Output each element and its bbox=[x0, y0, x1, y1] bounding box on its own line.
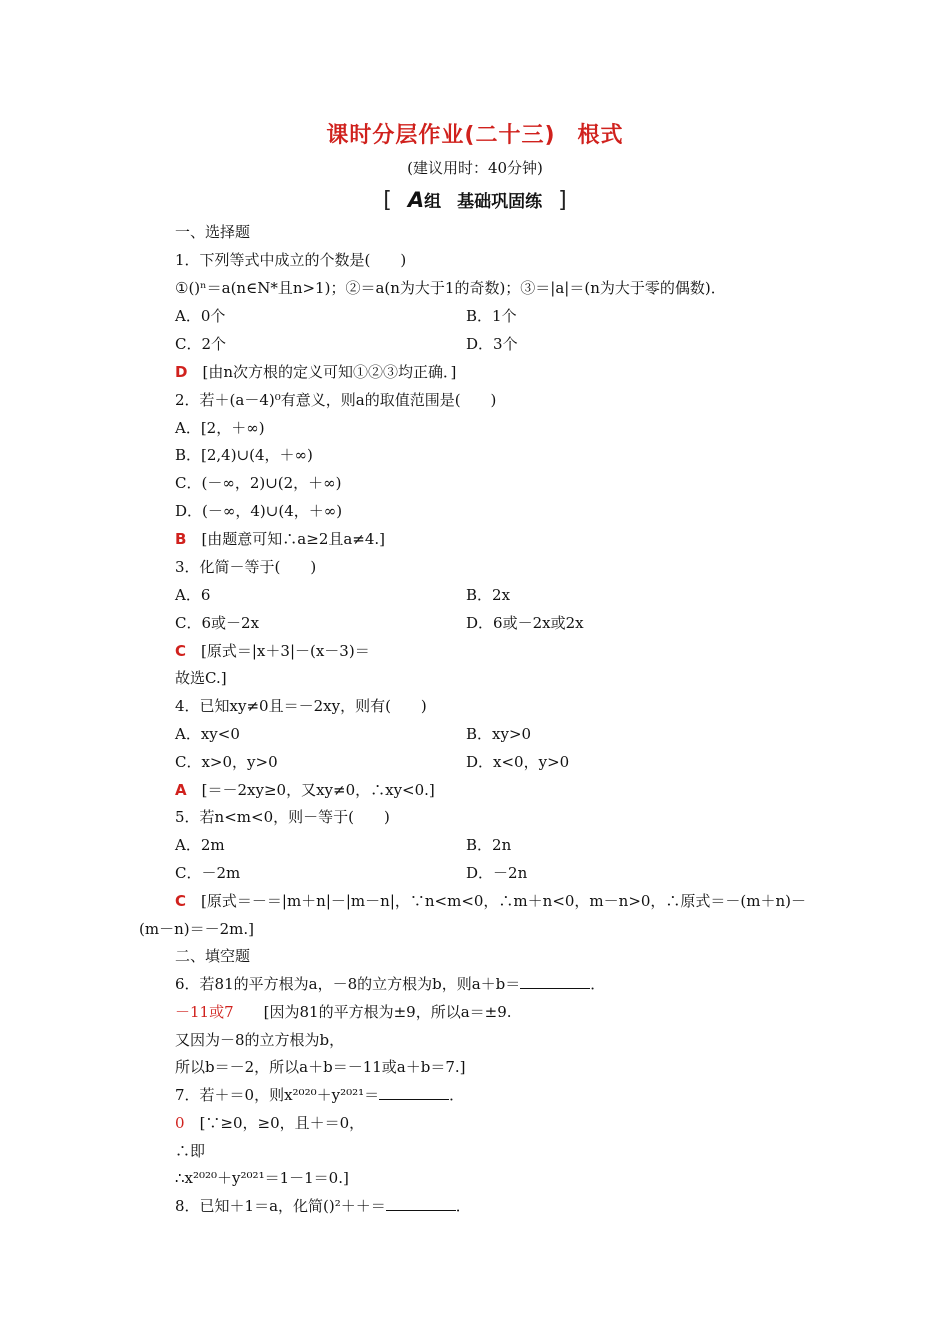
explanation: [因为81的平方根为±9，所以a＝±9. bbox=[263, 1003, 512, 1021]
option-b: B．1个 bbox=[466, 307, 517, 325]
time-suggestion: (建议用时：40分钟) bbox=[407, 159, 543, 177]
option-d: D．(－∞，4)∪(4，＋∞) bbox=[175, 502, 343, 520]
option-b: B．[2,4)∪(4，＋∞) bbox=[175, 446, 313, 464]
answer-blank bbox=[379, 1085, 449, 1100]
question-1-stem: ①()ⁿ＝a(n∈N*且n>1)；②＝a(n为大于1的奇数)；③＝|a|＝(n为大于零的偶数)． bbox=[175, 279, 726, 297]
option-d: D．3个 bbox=[466, 335, 518, 353]
group-heading: [ A组 基础巩固练 ] bbox=[383, 188, 567, 213]
option-c: C．x>0，y>0 bbox=[175, 753, 278, 771]
option-c: C．(－∞，2)∪(2，＋∞) bbox=[175, 474, 342, 492]
explanation-continued: ∴x²⁰²⁰＋y²⁰²¹＝1－1＝0.] bbox=[175, 1169, 349, 1187]
answer-blank bbox=[386, 1196, 456, 1211]
question-7: 7．若＋＝0，则x²⁰²⁰＋y²⁰²¹＝ ． bbox=[175, 1086, 465, 1104]
group-letter: A bbox=[407, 188, 425, 212]
answer-key: C bbox=[175, 892, 187, 910]
option-d: D．－2n bbox=[466, 864, 528, 882]
explanation-continued: 故选C.] bbox=[175, 669, 227, 687]
option-c: C．2个 bbox=[175, 335, 227, 353]
explanation: [∵≥0，≥0，且＋＝0， bbox=[199, 1114, 365, 1132]
option-d: D．x<0，y>0 bbox=[466, 753, 570, 771]
section-heading: 二、填空题 bbox=[175, 947, 251, 965]
explanation: [由题意可知∴a≥2且a≠4.] bbox=[201, 530, 386, 548]
answer-key: 0 bbox=[175, 1114, 185, 1132]
title-main: 课时分层作业(二十三) bbox=[326, 123, 556, 148]
question-1: 1．下列等式中成立的个数是( ) bbox=[175, 251, 407, 269]
answer-key: C bbox=[175, 642, 187, 660]
explanation: [原式＝|x＋3|－(x－3)＝ bbox=[201, 642, 370, 660]
page-title bbox=[0, 118, 950, 149]
question-3: 3．化简－等于( ) bbox=[175, 558, 317, 576]
answer-line bbox=[175, 780, 435, 800]
group-label: 基础巩固练 bbox=[457, 192, 543, 212]
option-a: A．[2，＋∞) bbox=[175, 419, 265, 437]
answer-key: A bbox=[175, 781, 187, 799]
question-8: 8．已知＋1＝a，化简()²＋＋＝ ． bbox=[175, 1197, 471, 1215]
question-2: 2．若＋(a－4)⁰有意义，则a的取值范围是( ) bbox=[175, 391, 497, 409]
option-d: D．6或－2x或2x bbox=[466, 614, 584, 632]
question-5: 5．若n<m<0，则－等于( ) bbox=[175, 808, 390, 826]
option-b: B．2n bbox=[466, 836, 512, 854]
option-b: B．xy>0 bbox=[466, 725, 532, 743]
answer-line bbox=[175, 891, 806, 911]
explanation: [＝－2xy≥0，又xy≠0，∴xy<0.] bbox=[201, 781, 435, 799]
answer-blank bbox=[520, 974, 590, 989]
answer-line bbox=[175, 529, 385, 549]
answer-line bbox=[175, 362, 456, 382]
answer-line bbox=[175, 1002, 512, 1022]
option-c: C．－2m bbox=[175, 864, 241, 882]
option-a: A．2m bbox=[175, 836, 225, 854]
answer-line bbox=[175, 1113, 364, 1133]
section-heading: 一、选择题 bbox=[175, 223, 251, 241]
option-a: A．6 bbox=[175, 586, 211, 604]
answer-key: D bbox=[175, 363, 188, 381]
question-6: 6．若81的平方根为a，－8的立方根为b，则a＋b＝ ． bbox=[175, 975, 606, 993]
answer-line bbox=[175, 641, 370, 661]
title-topic: 根式 bbox=[577, 123, 624, 148]
explanation: [原式＝－＝|m＋n|－|m－n|，∵n<m<0，∴m＋n<0，m－n>0，∴原式＝－(m＋n)－ bbox=[201, 892, 807, 910]
explanation-continued: ∴即 bbox=[175, 1142, 206, 1160]
explanation-continued: 又因为－8的立方根为b， bbox=[175, 1031, 345, 1049]
explanation-continued: (m－n)＝－2m.] bbox=[139, 920, 254, 938]
answer-key: B bbox=[175, 530, 187, 548]
option-a: A．xy<0 bbox=[175, 725, 240, 743]
explanation-continued: 所以b＝－2，所以a＋b＝－11或a＋b＝7.] bbox=[175, 1058, 466, 1076]
question-4: 4．已知xy≠0且＝－2xy，则有( ) bbox=[175, 697, 427, 715]
answer-key: －11或7 bbox=[175, 1003, 234, 1021]
option-c: C．6或－2x bbox=[175, 614, 260, 632]
option-a: A．0个 bbox=[175, 307, 226, 325]
option-b: B．2x bbox=[466, 586, 511, 604]
explanation: [由n次方根的定义可知①②③均正确．] bbox=[202, 363, 457, 381]
